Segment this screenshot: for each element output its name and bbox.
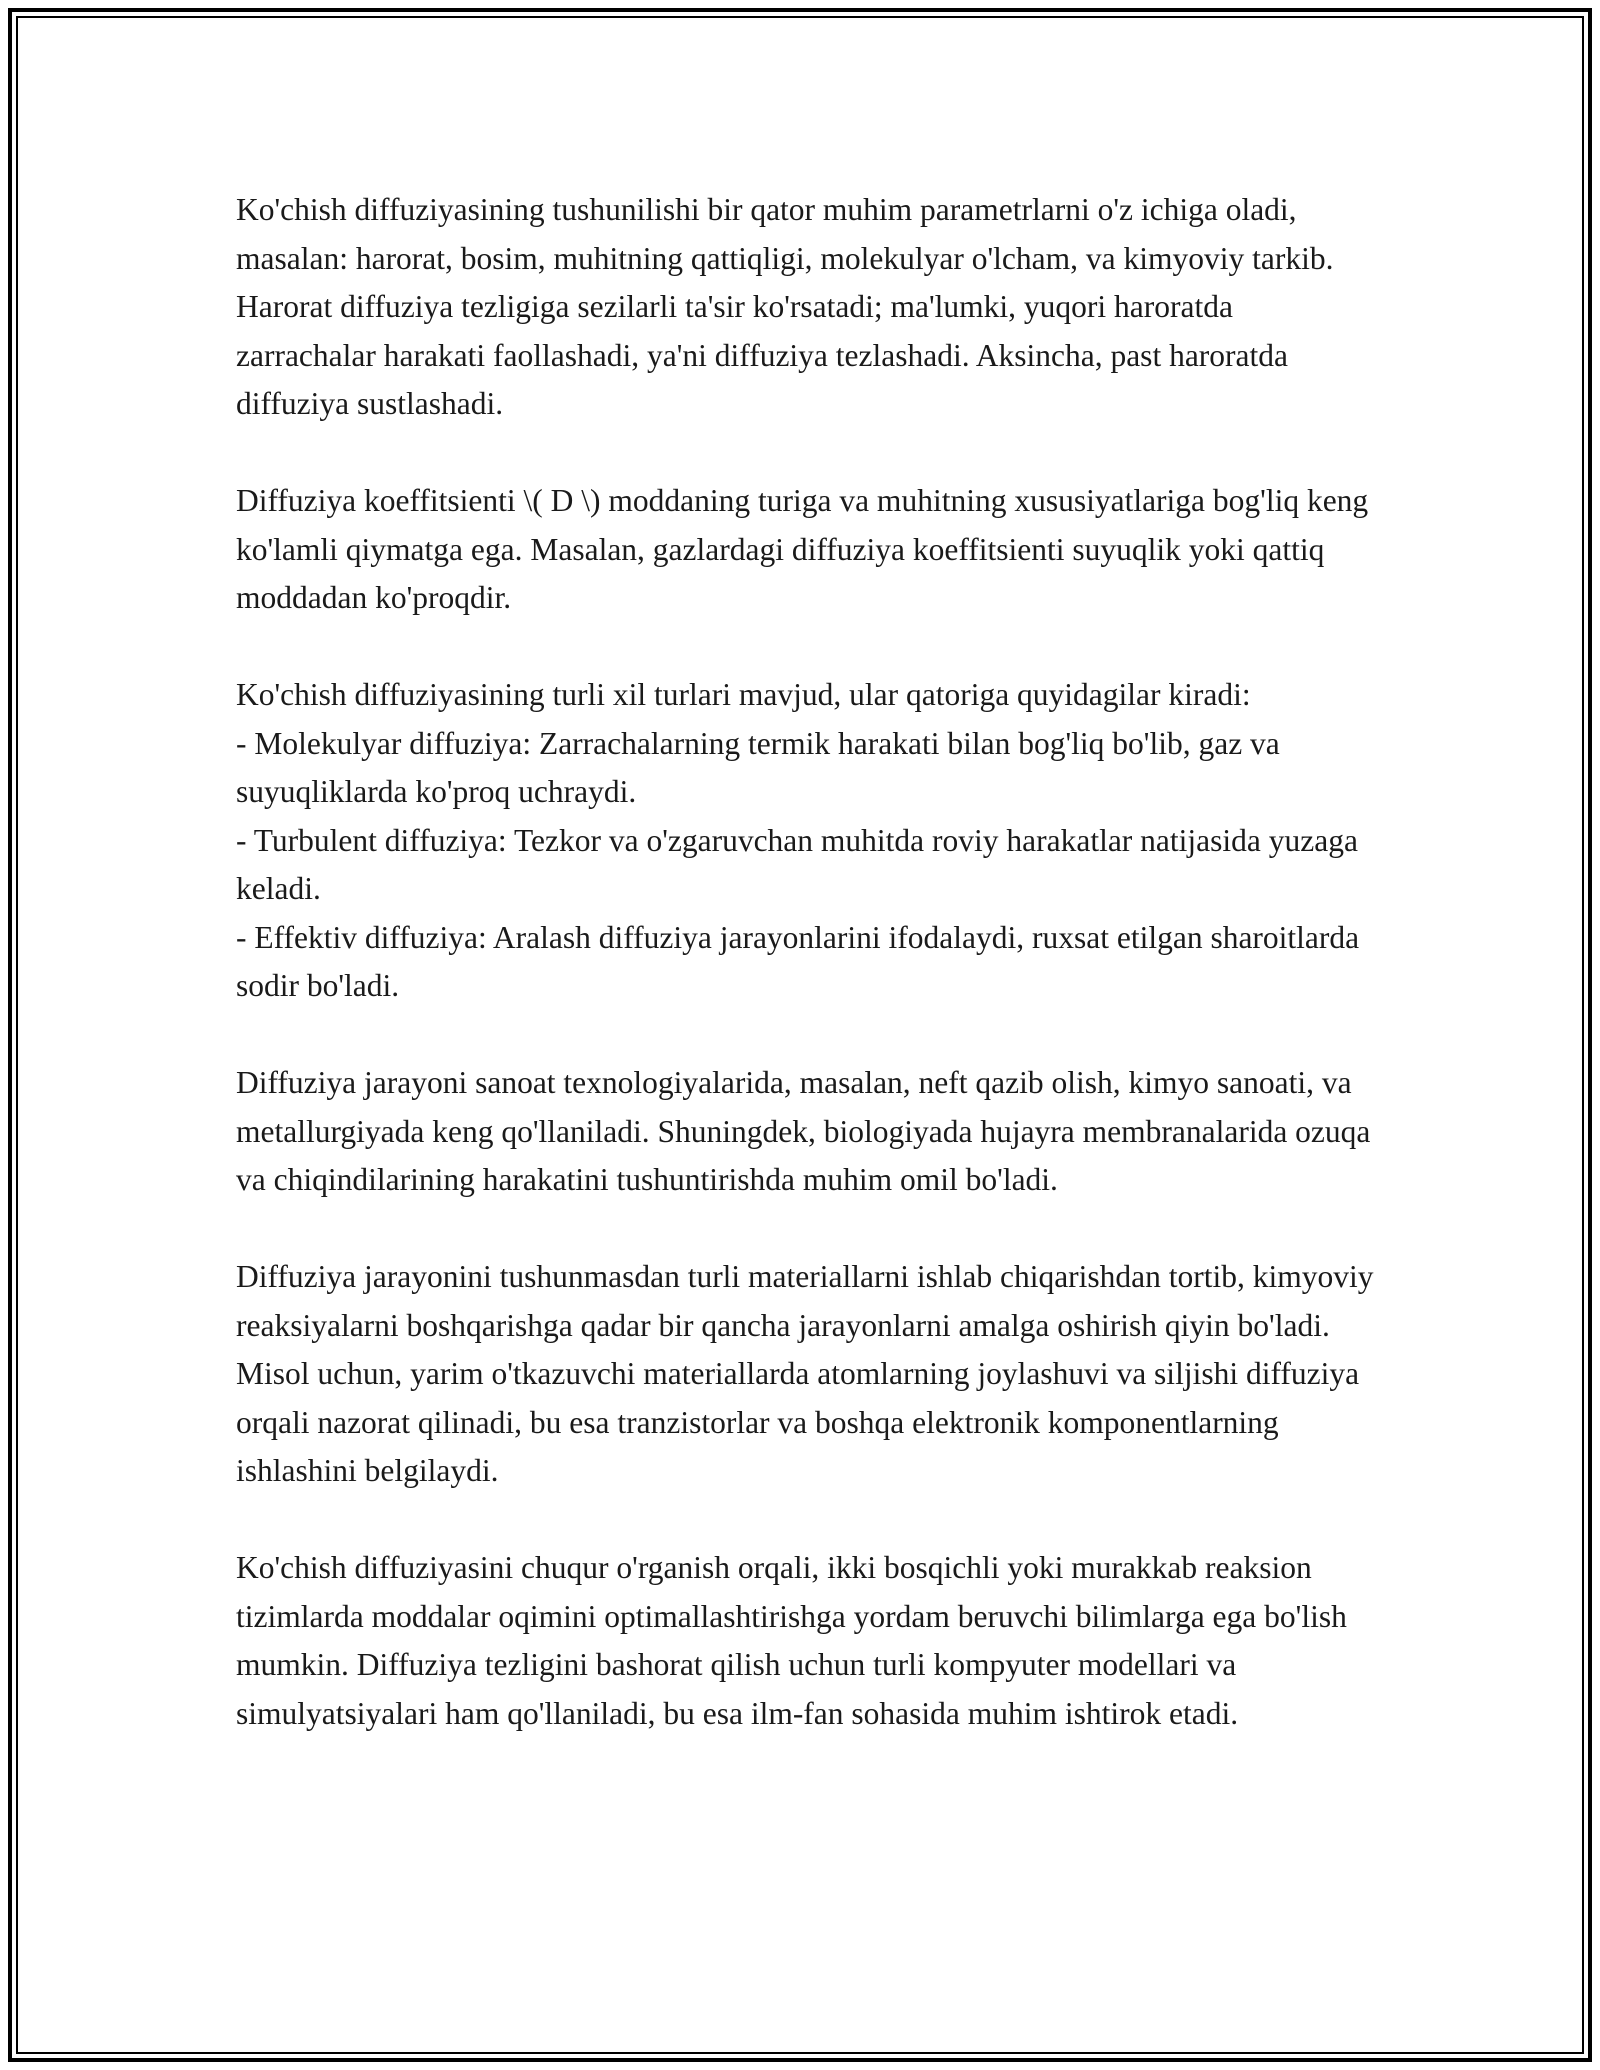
paragraph-materials-control: Diffuziya jarayonini tushunmasdan turli materiallarni ishlab chiqarishdan tortib, kimyoviy reaksiyalarni boshqarishga qadar bir qancha jarayonlarni amalga oshirish qiyin bo'ladi. Misol uchun, yarim o'tkazuvchi materiallarda atomlarning joylashuvi va siljishi diffuziya orqali nazorat qilinadi, bu esa tranzistorlar va boshqa elektronik komponentlarning ishlashini belgilaydi. xyxy=(236,1259,1374,1488)
list-item-molecular: - Molekulyar diffuziya: Zarrachalarning termik harakati bilan bog'liq bo'lib, gaz va suyuqliklarda ko'proq uchraydi. xyxy=(236,725,1280,809)
paragraph-diffusion-types xyxy=(236,671,1376,1011)
list-intro: Ko'chish diffuziyasining turli xil turlari mavjud, ular qatoriga quyidagilar kiradi: xyxy=(236,677,1251,712)
paragraph-industrial-applications: Diffuziya jarayoni sanoat texnologiyalarida, masalan, neft qazib olish, kimyo sanoati, va metallurgiyada keng qo'llaniladi. Shuningdek, biologiyada hujayra membranalarida ozuqa va chiqindilarining harakatini tushuntirishda muhim omil bo'ladi. xyxy=(236,1065,1371,1197)
paragraph-deep-study: Ko'chish diffuziyasini chuqur o'rganish orqali, ikki bosqichli yoki murakkab reaksion tizimlarda moddalar oqimini optimallashtirishga yordam beruvchi bilimlarga ega bo'lish mumkin. Diffuziya tezligini bashorat qilish uchun turli kompyuter modellari va simulyatsiyalari ham qo'llaniladi, bu esa ilm-fan sohasida muhim ishtirok etadi. xyxy=(236,1550,1347,1731)
paragraph-diffusion-coefficient: Diffuziya koeffitsienti \( D \) moddaning turiga va muhitning xususiyatlariga bog'liq keng ko'lamli qiymatga ega. Masalan, gazlardagi diffuziya koeffitsienti suyuqlik yoki qattiq moddadan ko'proqdir. xyxy=(236,483,1369,615)
list-item-turbulent: - Turbulent diffuziya: Tezkor va o'zgaruvchan muhitda roviy harakatlar natijasida yuzaga keladi. xyxy=(236,822,1358,906)
document-body xyxy=(236,186,1376,1738)
list-item-effective: - Effektiv diffuziya: Aralash diffuziya jarayonlarini ifodalaydi, ruxsat etilgan sharoitlarda sodir bo'ladi. xyxy=(236,919,1360,1003)
paragraph-temperature: Ko'chish diffuziyasining tushunilishi bir qator muhim parametrlarni o'z ichiga oladi, masalan: harorat, bosim, muhitning qattiqligi, molekulyar o'lcham, va kimyoviy tarkib. Harorat diffuziya tezligiga sezilarli ta'sir ko'rsatadi; ma'lumki, yuqori haroratda zarrachalar harakati faollashadi, ya'ni diffuziya tezlashadi. Aksincha, past haroratda diffuziya sustlashadi. xyxy=(236,192,1334,421)
